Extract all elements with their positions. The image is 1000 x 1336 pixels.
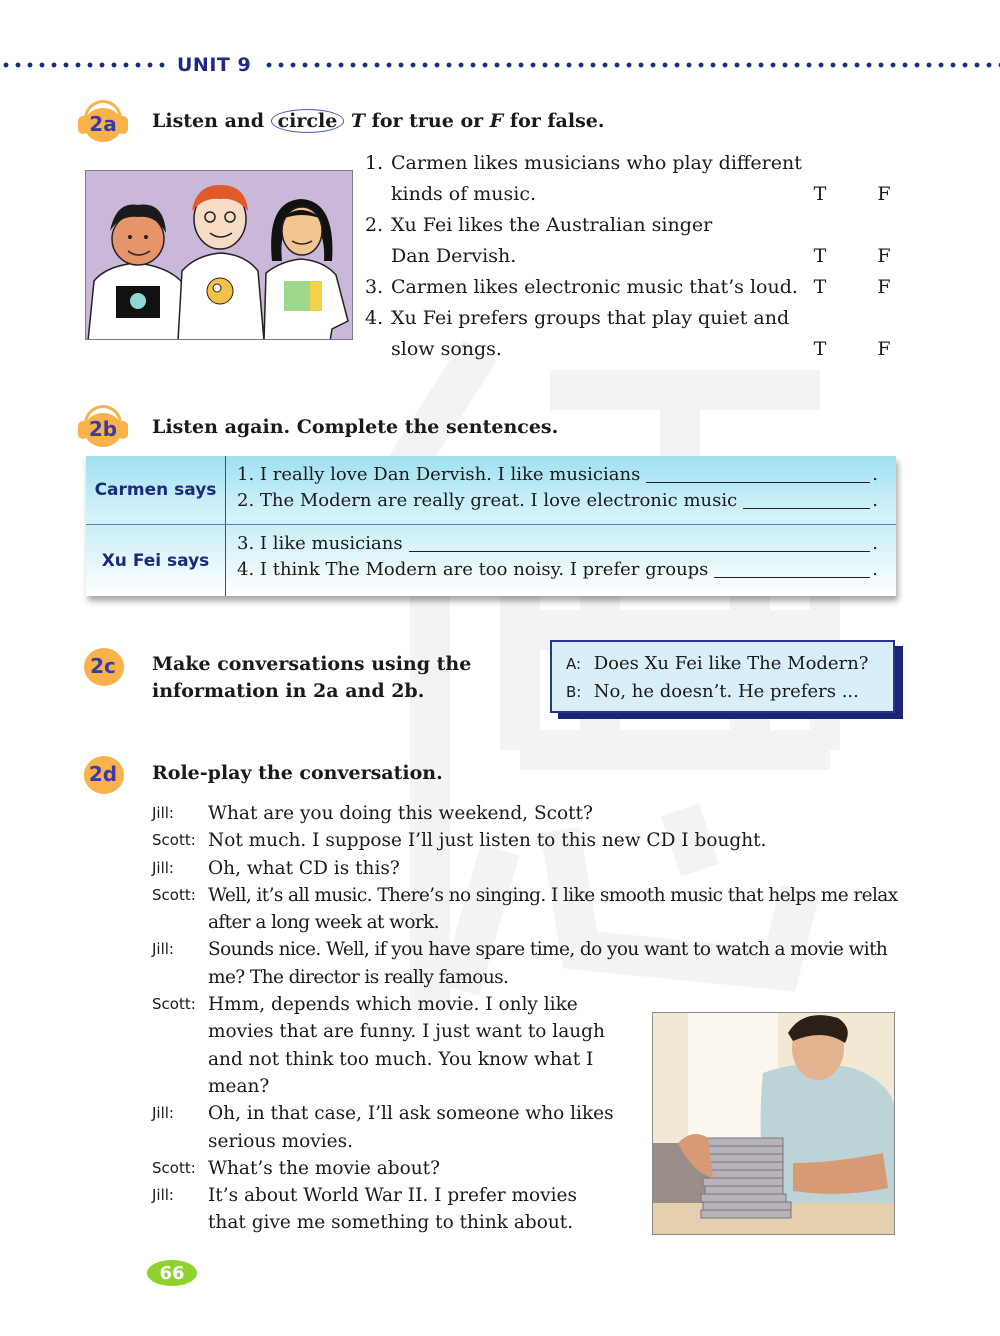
- title-text: for true or: [371, 110, 484, 132]
- dialogue-line: [152, 827, 912, 854]
- section-badge-2c: [78, 648, 128, 684]
- title-text: Listen and: [152, 110, 264, 132]
- period: .: [872, 490, 878, 511]
- speaker-label: Scott:: [152, 885, 196, 904]
- section-badge-2a: [78, 106, 128, 142]
- item-number: 1.: [365, 152, 384, 174]
- sentence-text: 4. I think The Modern are too noisy. I prefer groups: [237, 559, 709, 580]
- row-header: Xu Fei says: [86, 525, 226, 596]
- dialogue-line: [152, 855, 912, 882]
- item-text: [391, 148, 811, 210]
- speaker-label: Jill:: [152, 858, 174, 877]
- item-line: Xu Fei likes the Australian singer: [391, 214, 713, 236]
- speaker-label: Jill:: [152, 940, 174, 959]
- badge-label: 2b: [88, 417, 118, 441]
- true-option[interactable]: T: [813, 183, 827, 205]
- utterance: Hmm, depends which movie. I only like movies that are funny. I just want to laugh and not think too much. You know what I mean?: [208, 994, 605, 1097]
- false-option[interactable]: F: [877, 338, 891, 360]
- item-number: 2.: [365, 214, 384, 236]
- answer-blank[interactable]: [646, 462, 870, 483]
- section-badge-2b: [78, 411, 128, 447]
- sentence-line: [237, 557, 896, 583]
- title-line: information in 2a and 2b.: [152, 680, 425, 702]
- speaker-label: Jill:: [152, 1104, 174, 1123]
- title-t: T: [350, 110, 366, 132]
- item-line: Xu Fei prefers groups that play quiet and: [391, 307, 790, 329]
- title-text: for false.: [509, 110, 605, 132]
- period: .: [872, 533, 878, 554]
- sentence-text: 2. The Modern are really great. I love electronic music: [237, 490, 738, 511]
- answer-blank[interactable]: [714, 557, 870, 578]
- row-header: Carmen says: [86, 456, 226, 524]
- speaker-label: A:: [566, 655, 582, 673]
- answer-blank[interactable]: [743, 488, 870, 509]
- badge-label: 2c: [90, 654, 116, 678]
- badge-label: 2d: [88, 762, 118, 786]
- item-line: slow songs.: [391, 338, 502, 360]
- item-number: 3.: [365, 276, 384, 298]
- false-option[interactable]: F: [877, 245, 891, 267]
- dotted-rule-right: [263, 62, 1000, 68]
- example-conversation-box: [550, 640, 895, 713]
- item-text: [391, 272, 811, 303]
- item-line: Carmen likes musicians who play different: [391, 152, 802, 174]
- circle-word: circle: [271, 109, 345, 133]
- utterance: Sounds nice. Well, if you have spare time, do you want to watch a movie with me? The director is really famous.: [208, 939, 888, 988]
- example-text: No, he doesn’t. He prefers ...: [593, 681, 859, 702]
- table-row-xufei: [86, 525, 896, 596]
- item-line: Carmen likes electronic music that’s loud.: [391, 276, 798, 298]
- table-row-carmen: [86, 456, 896, 525]
- period: .: [872, 464, 878, 485]
- sentence-text: 3. I like musicians: [237, 533, 403, 554]
- utterance: Oh, in that case, I’ll ask someone who likes serious movies.: [208, 1103, 614, 1152]
- section-title-2b: Listen again. Complete the sentences.: [152, 416, 559, 438]
- speaker-label: Scott:: [152, 995, 196, 1014]
- row-sentences: [226, 456, 896, 524]
- tf-item-1: [365, 148, 905, 210]
- speaker-label: Jill:: [152, 1186, 174, 1205]
- dialogue-line: [152, 800, 912, 827]
- section-title-2c: [152, 651, 471, 705]
- sentence-line: [237, 462, 896, 488]
- item-line: kinds of music.: [391, 183, 537, 205]
- speaker-label: Scott:: [152, 1158, 196, 1177]
- item-text: [391, 303, 811, 365]
- section-title-2d: Role-play the conversation.: [152, 762, 443, 784]
- badge-label: 2a: [89, 112, 117, 136]
- page-number: 66: [147, 1260, 197, 1286]
- title-f: F: [489, 110, 504, 132]
- item-number: 4.: [365, 307, 384, 329]
- unit-title: UNIT 9: [177, 54, 252, 76]
- dialogue-line: [152, 936, 912, 991]
- cartoon-three-teens-illustration: [85, 170, 353, 340]
- sentence-line: [237, 531, 896, 557]
- item-text: [391, 210, 811, 272]
- tf-item-2: [365, 210, 905, 272]
- speaker-label: Scott:: [152, 831, 196, 850]
- true-option[interactable]: T: [813, 338, 827, 360]
- speaker-label: Jill:: [152, 804, 174, 822]
- false-option[interactable]: F: [877, 276, 891, 298]
- dialogue-line: [152, 882, 912, 937]
- section-badge-2d: [78, 756, 128, 792]
- answer-blank[interactable]: [409, 531, 871, 552]
- true-false-list: [365, 148, 905, 365]
- complete-sentences-table: [86, 456, 896, 596]
- example-text: Does Xu Fei like The Modern?: [593, 653, 869, 674]
- true-option[interactable]: T: [813, 276, 827, 298]
- title-line: Make conversations using the: [152, 653, 472, 675]
- period: .: [872, 559, 878, 580]
- example-line-b: [566, 678, 893, 706]
- row-sentences: [226, 525, 896, 596]
- false-option[interactable]: F: [877, 183, 891, 205]
- example-line-a: [566, 650, 893, 678]
- item-line: Dan Dervish.: [391, 245, 517, 267]
- speaker-label: B:: [566, 683, 582, 701]
- utterance: Not much. I suppose I’ll just listen to this new CD I bought.: [208, 830, 767, 852]
- tf-item-4: [365, 303, 905, 365]
- utterance: It’s about World War II. I prefer movies that give me something to think about.: [208, 1185, 577, 1234]
- sentence-text: 1. I really love Dan Dervish. I like musicians: [237, 464, 641, 485]
- utterance: Oh, what CD is this?: [208, 857, 400, 879]
- tf-item-3: [365, 272, 905, 303]
- sentence-line: [237, 488, 896, 514]
- section-title-2a: [152, 108, 604, 135]
- dotted-rule-left: [0, 62, 165, 68]
- utterance: What’s the movie about?: [208, 1157, 440, 1179]
- unit-header: [0, 52, 1000, 78]
- photo-man-with-cd-stack: [652, 1012, 895, 1235]
- true-option[interactable]: T: [813, 245, 827, 267]
- utterance: What are you doing this weekend, Scott?: [208, 803, 593, 824]
- utterance: Well, it’s all music. There’s no singing. I like smooth music that helps me relax after a long week at work.: [208, 884, 898, 934]
